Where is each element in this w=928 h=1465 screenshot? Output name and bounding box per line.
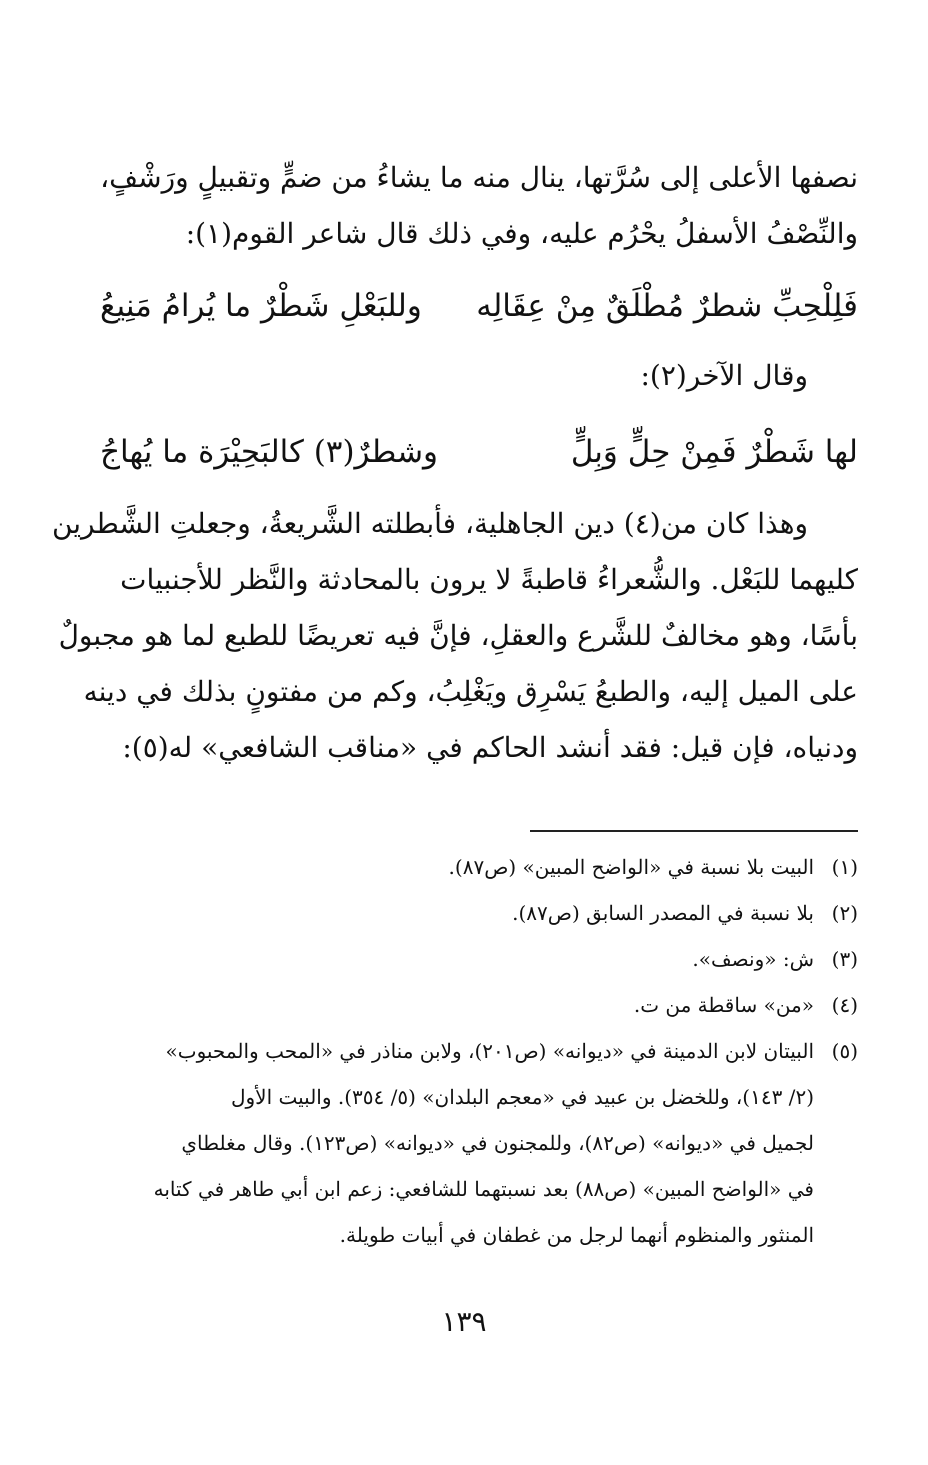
paragraph-line-5: ودنياه، فإن قيل: فقد أنشد الحاكم في «مناقب الشافعي» له(٥): <box>122 731 858 764</box>
footnote-5-line-3: لجميل في «ديوانه» (ص٨٢)، وللمجنون في «ديوانه» (ص١٢٣). وقال مغلطاي <box>181 1131 814 1155</box>
footnote-5-line-5: المنثور والمنظوم أنهما لرجل من غطفان في أبيات طويلة. <box>339 1223 814 1247</box>
footnote-number: (٤) <box>831 993 858 1017</box>
verse-2-second-hemistich: وشطرٌ(٣) كالبَحِيْرَة ما يُهاجُ <box>100 434 439 470</box>
footnote-1 <box>449 852 858 882</box>
paragraph-line-2: كليهما للبَعْل. والشُّعراءُ قاطبةً لا يرون بالمحادثة والنَّظر للأجنبيات <box>120 563 858 596</box>
verse-2-first-hemistich: لها شَطْرٌ فَمِنْ حِلٍّ وَبِلٍّ <box>570 434 858 470</box>
body-line-2: والنِّصْفُ الأسفلُ يحْرُم عليه، وفي ذلك قال شاعر القوم(١): <box>185 217 858 250</box>
footnote-5 <box>166 1036 859 1066</box>
paragraph-line-4: على الميل إليه، والطبعُ يَسْرِق ويَغْلِبُ، وكم من مفتونٍ بذلك في دينه <box>83 675 858 708</box>
verse-1-first-hemistich: فَلِلْحِبِّ شطرٌ مُطْلَقٌ مِنْ عِقَالِه <box>476 288 858 324</box>
verse-2-intro: وقال الآخر(٢): <box>640 359 808 392</box>
verse-1-second-hemistich: وللبَعْلِ شَطْرٌ ما يُرامُ مَنِيعُ <box>100 288 422 324</box>
footnote-number: (١) <box>831 855 858 879</box>
footnote-5-line-2: (٢/ ١٤٣)، وللخضل بن عبيد في «معجم البلدان» (٥/ ٣٥٤). والبيت الأول <box>230 1085 814 1109</box>
footnote-text: ش: «ونصف». <box>692 947 814 971</box>
footnote-number: (٥) <box>831 1039 858 1063</box>
paragraph-line-1: وهذا كان من(٤) دين الجاهلية، فأبطلته الشَّريعةُ، وجعلتِ الشَّطرين <box>51 507 808 540</box>
footnote-number: (٣) <box>831 947 858 971</box>
footnote-text: «من» ساقطة من ت. <box>633 993 814 1017</box>
footnote-2 <box>512 898 858 928</box>
body-line-1: نصفها الأعلى إلى سُرَّتها، ينال منه ما يشاءُ من ضمٍّ وتقبيلٍ ورَشْفٍ، <box>100 161 858 194</box>
footnote-3 <box>692 944 858 974</box>
page-number: ١٣٩ <box>441 1305 487 1338</box>
footnote-text: بلا نسبة في المصدر السابق (ص٨٧). <box>512 901 814 925</box>
footnote-text: البيتان لابن الدمينة في «ديوانه» (ص٢٠١)، ولابن مناذر في «المحب والمحبوب» <box>165 1039 814 1063</box>
paragraph-line-3: بأسًا، وهو مخالفٌ للشَّرع والعقلِ، فإنَّ فيه تعريضًا للطبع لما هو مجبولٌ <box>58 619 858 652</box>
footnote-separator <box>530 830 858 832</box>
footnote-5-line-4: في «الواضح المبين» (ص٨٨) بعد نسبتهما للشافعي: زعم ابن أبي طاهر في كتابه <box>153 1177 814 1201</box>
footnote-text: البيت بلا نسبة في «الواضح المبين» (ص٨٧). <box>448 855 814 879</box>
footnote-number: (٢) <box>831 901 858 925</box>
footnote-4 <box>634 990 858 1020</box>
